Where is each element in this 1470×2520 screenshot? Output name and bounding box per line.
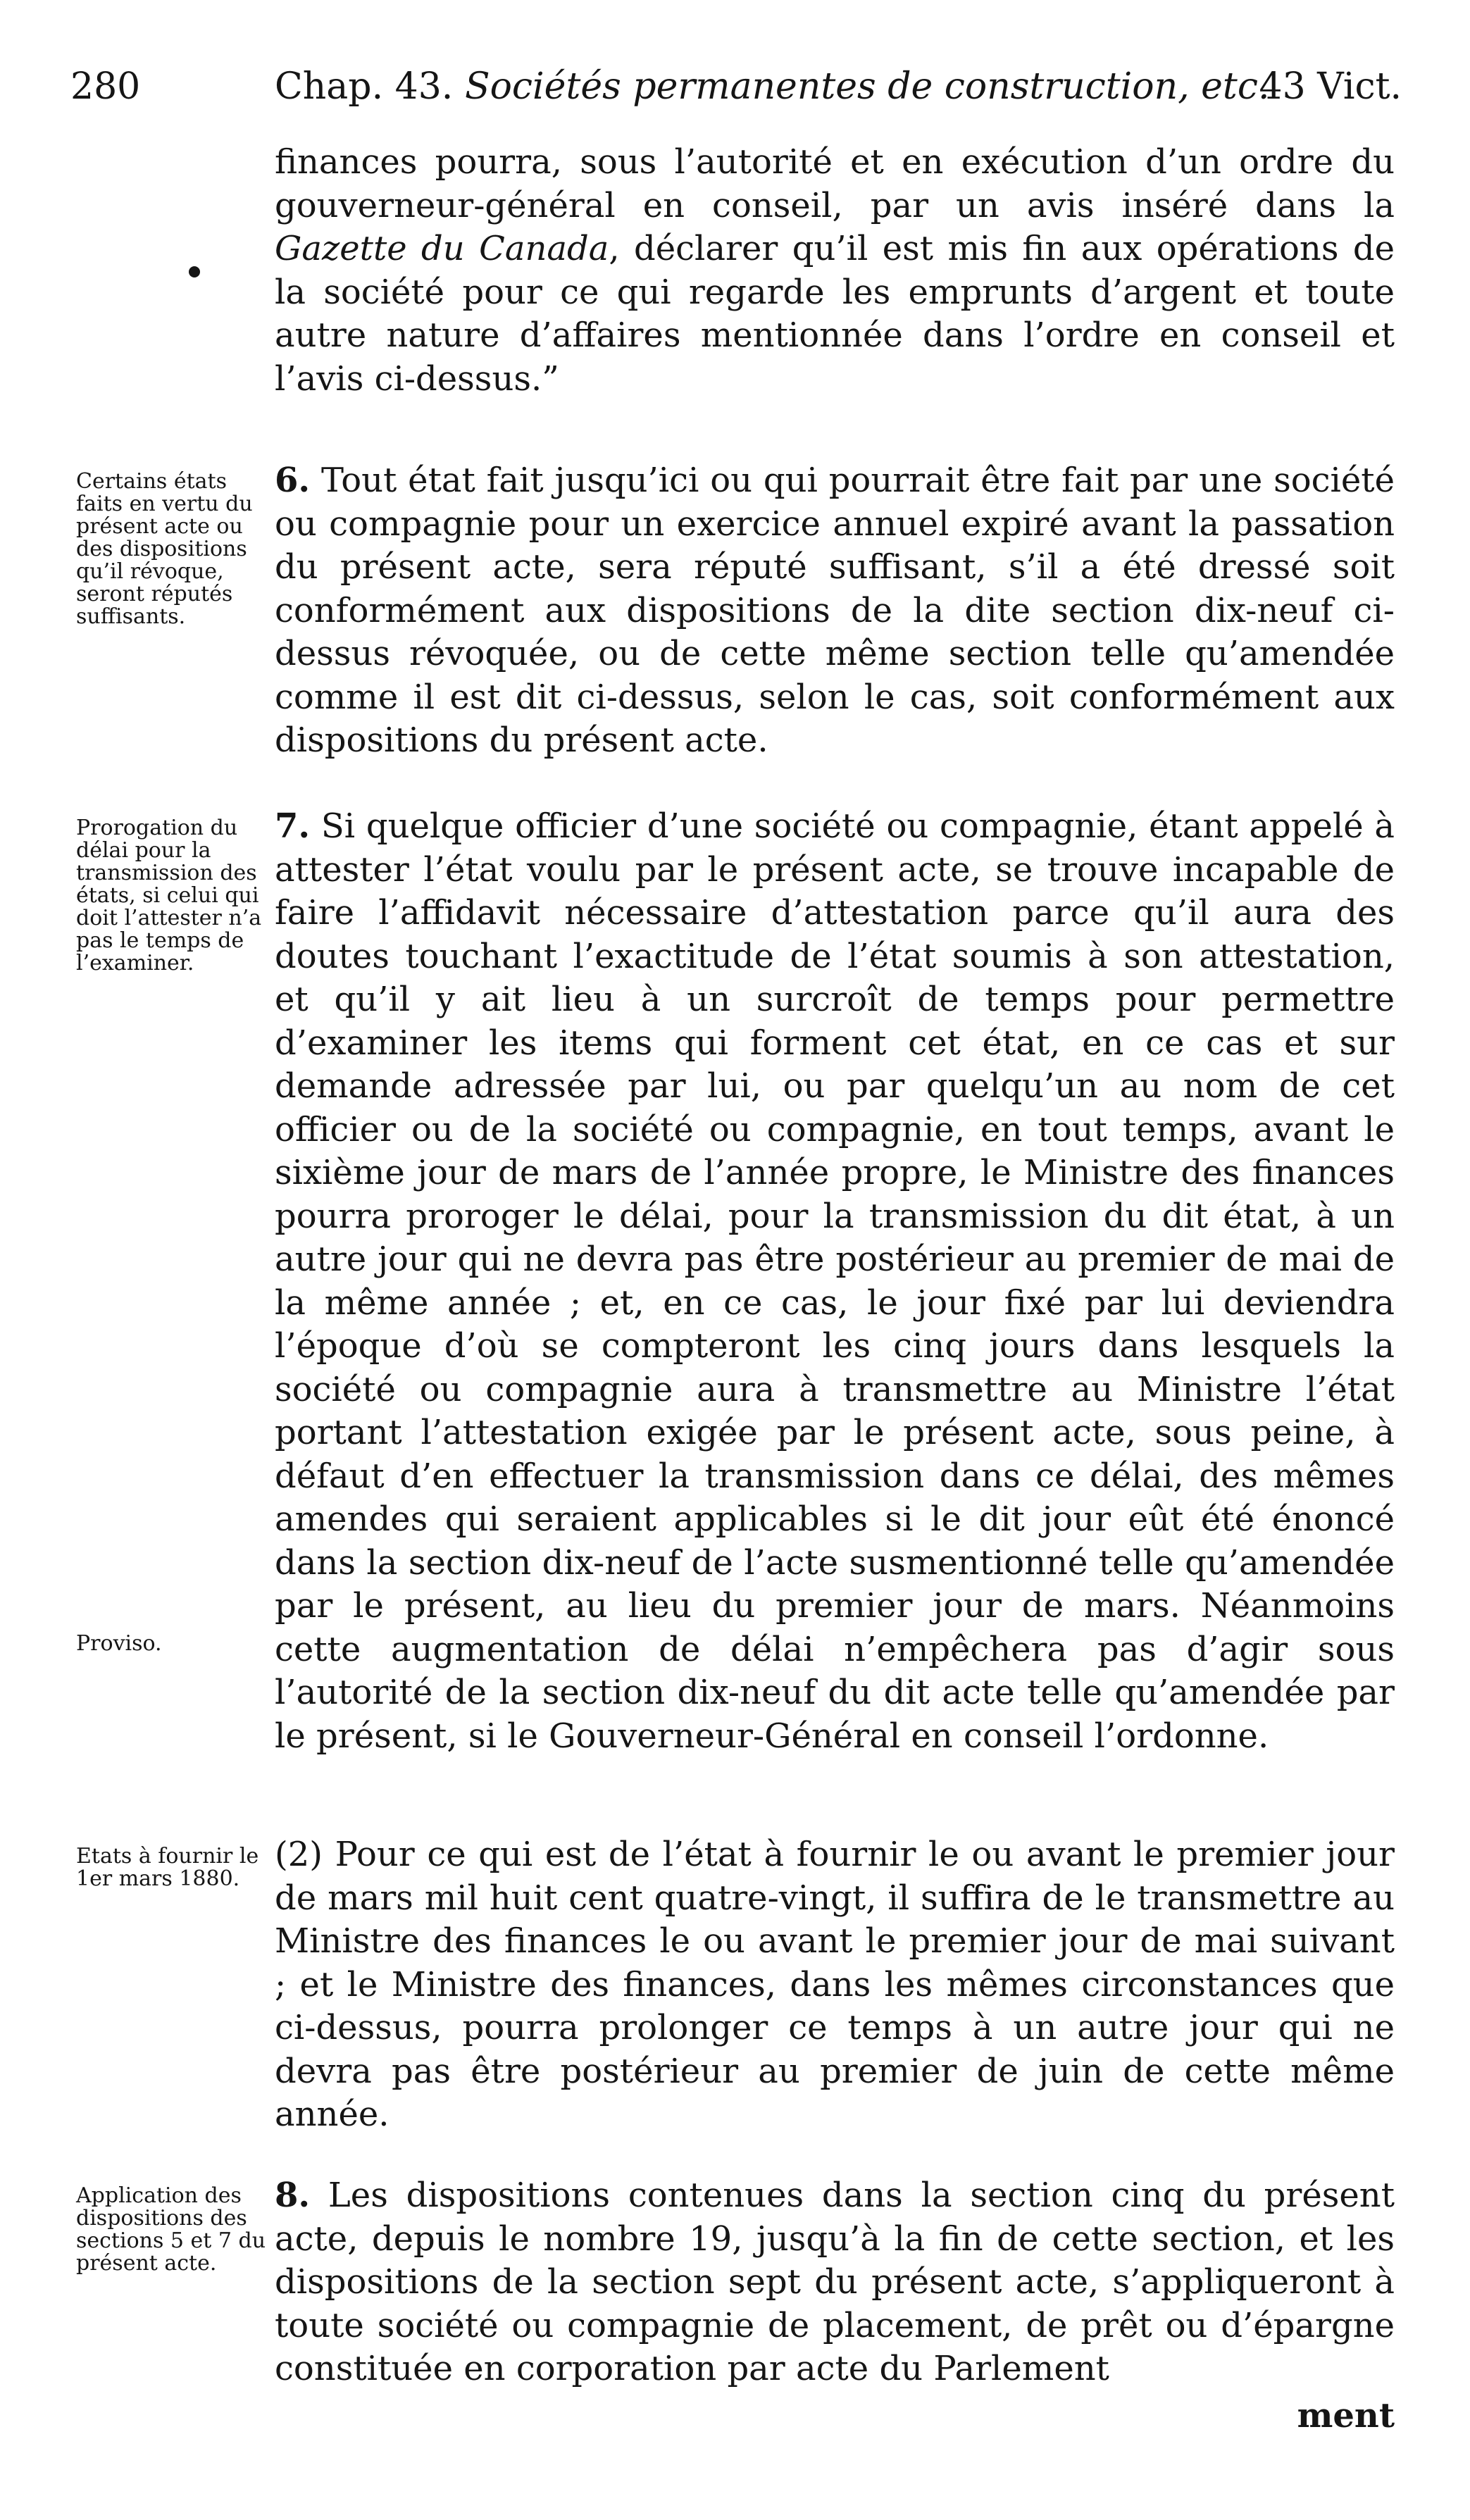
margin-note-section-8: Application des dispositions des sections 5 et 7 du présent acte. (76, 2183, 266, 2276)
page-number: 280 (70, 66, 141, 108)
section-8-text: Les dispositions contenues dans la section cinq du présent acte, depuis le nombre 19, jusqu’à la fin de cette section, et les dispositions de la section sept du présent acte, s’appliqueront à toute société ou compagnie de placement, de prêt ou d’épargne constituée en corporation par acte du Parlement (275, 2176, 1395, 2388)
margin-note-proviso: Proviso. (76, 1631, 162, 1656)
section-7-paragraph (275, 805, 1395, 1758)
bullet-mark (189, 266, 200, 277)
regnal-year: 43 Vict. (1259, 66, 1402, 108)
catchword: ment (1297, 2396, 1395, 2435)
section-7-2-text: Pour ce qui est de l’état à fournir le ou avant le premier jour de mars mil huit cent quatre-vingt, il suffira de le transmettre au Ministre des finances le ou avant le premier jour de mai suivant ; et le Ministre des finances, dans les mêmes circonstances que ci-dessus, pourra prolonger ce temps à un autre jour qui ne devra pas être postérieur au premier de juin de cette même année. (275, 1835, 1395, 2134)
intro-paragraph (275, 141, 1395, 401)
intro-text-before: finances pourra, sous l’autorité et en exécution d’un ordre du gouverneur-général en conseil, par un avis inséré dans la (275, 142, 1395, 225)
margin-note-section-6: Certains états faits en vertu du présent acte ou des dispositions qu’il révoque, seront réputés suffisants. (76, 469, 253, 629)
section-8-number: 8. (275, 2176, 311, 2215)
section-7-2-number: (2) (275, 1835, 323, 1874)
section-8-paragraph (275, 2174, 1395, 2391)
section-6-text: Tout état fait jusqu’ici ou qui pourrait être fait par une société ou compagnie pour un exercice annuel expiré avant la passation du présent acte, sera réputé suffisant, s’il a été dressé soit conformément aux dispositions de la dite section dix-neuf ci-dessus révoquée, ou de cette même section telle qu’amendée comme il est dit ci-dessus, selon le cas, soit conformément aux dispositions du présent acte. (275, 461, 1395, 760)
section-7-proviso-text: Néanmoins cette augmentation de délai n’empêchera pas d’agir sous l’autorité de la section dix-neuf du dit acte telle qu’amendée par le présent, si le Gouverneur-Général en conseil l’ordonne. (275, 1586, 1395, 1756)
section-6-number: 6. (275, 461, 311, 500)
section-6-paragraph (275, 459, 1395, 763)
section-7-2-paragraph (275, 1833, 1395, 2137)
margin-note-section-7: Prorogation du délai pour la transmission des états, si celui qui doit l’attester n’a pas le temps de l’examiner. (76, 816, 262, 975)
margin-note-section-7-2: Etats à fournir le 1er mars 1880. (76, 1844, 259, 1891)
gazette-title: Gazette du Canada (275, 229, 609, 268)
section-7-number: 7. (275, 806, 311, 846)
chapter-label: Chap. 43. (275, 66, 454, 108)
running-title: Sociétés permanentes de construction, etc. (465, 66, 1270, 108)
running-header (70, 62, 1402, 111)
section-7-text: Si quelque officier d’une société ou compagnie, étant appelé à attester l’état voulu par le présent acte, se trouve incapable de faire l’affidavit nécessaire d’attestation parce qu’il aura des doutes touchant l’exactitude de l’état soumis à son attestation, et qu’il y ait lieu à un surcroît de temps pour permettre d’examiner les items qui forment cet état, en ce cas et sur demande adressée par lui, ou par quelqu’un au nom de cet officier ou de la société ou compagnie, en tout temps, avant le sixième jour de mars de l’année propre, le Ministre des finances pourra proroger le délai, pour la transmission du dit état, à un autre jour qui ne devra pas être postérieur au premier de mai de la même année ; et, en ce cas, le jour fixé par lui deviendra l’époque d’où se compteront les cinq jours dans lesquels la société ou compagnie aura à transmettre au Ministre l’état portant l’attestation exigée par le présent acte, sous peine, à défaut d’en effectuer la transmission dans ce délai, des mêmes amendes qui seraient applicables si le dit jour eût été énoncé dans la section dix-neuf de l’acte susmentionné telle qu’amendée par le présent, au lieu du premier jour de mars. (275, 806, 1395, 1626)
intro-text-after: , déclarer qu’il est mis fin aux opérations de la société pour ce qui regarde les emprunts d’argent et toute autre nature d’affaires mentionnée dans l’ordre en conseil et l’avis ci-dessus.” (275, 229, 1395, 399)
